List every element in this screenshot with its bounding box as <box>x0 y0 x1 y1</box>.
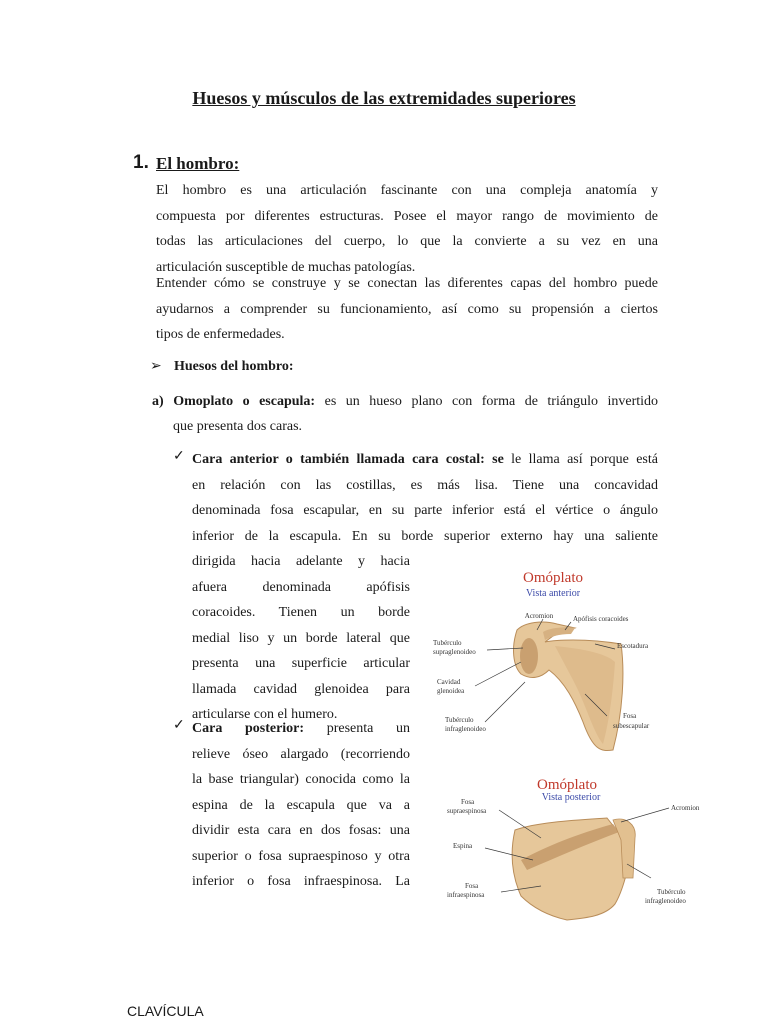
term-description: presenta un <box>304 721 410 736</box>
paragraph-line: tipos de enfermedades. <box>156 327 285 342</box>
label-fosa-infra-2: infraespinosa <box>447 891 485 899</box>
paragraph-line: medial liso y un borde lateral que <box>192 630 410 646</box>
label-apofisis-coracoides: Apófisis coracoides <box>573 615 629 623</box>
paragraph-line: El hombro es una articulación fascinante con una compleja anatomía y <box>156 183 658 198</box>
label-fosa: Fosa <box>623 712 637 720</box>
label-cavidad-2: glenoidea <box>437 687 465 695</box>
term-cara-anterior: Cara anterior o también llamada cara costal: se <box>192 452 504 467</box>
label-fosa-2: subescapular <box>613 722 650 730</box>
paragraph-line: todas las articulaciones del cuerpo, lo que la convierte a su vez en una <box>156 234 658 249</box>
label-tuberculo-infra-2: infraglenoideo <box>445 725 486 733</box>
bones-heading: Huesos del hombro: <box>174 359 294 374</box>
paragraph-line: dividir esta cara en dos fosas: una <box>192 823 410 838</box>
paragraph-structure <box>156 271 658 348</box>
label-tuberculo-supra-2: supraglenoideo <box>433 648 476 656</box>
check-icon: ✓ <box>173 718 185 733</box>
anterior-paragraph <box>192 447 658 549</box>
figure-title: Omóplato <box>537 777 597 793</box>
paragraph-line: ayudarnos a comprender su funcionamiento, así como su propensión a ciertos <box>156 301 658 317</box>
paragraph-line: espina de la escapula que va a <box>192 797 410 813</box>
next-section-heading: CLAVÍCULA <box>127 1003 204 1019</box>
paragraph-line: llamada cavidad glenoidea para <box>192 681 410 697</box>
label-fosa-infra: Fosa <box>465 882 479 890</box>
label-espina: Espina <box>453 842 473 850</box>
term-description: le llama así porque está <box>503 452 658 467</box>
page-title: Huesos y músculos de las extremidades superiores <box>192 88 576 108</box>
paragraph-line <box>192 716 410 742</box>
paragraph-line: Entender cómo se construye y se conectan las diferentes capas del hombro puede <box>156 276 658 291</box>
label-cavidad: Cavidad <box>437 678 461 686</box>
label-tuberculo: Tubérculo <box>657 888 686 896</box>
arrow-bullet-icon: ➢ <box>150 359 162 374</box>
paragraph-line: relieve óseo alargado (recorriendo <box>192 746 410 762</box>
label-tuberculo-supra: Tubérculo <box>433 639 462 647</box>
paragraph-line: afuera denominada apófisis <box>192 579 410 595</box>
label-fosa-supra: Fosa <box>461 798 475 806</box>
paragraph-line: inferior o fosa infraespinosa. La <box>192 874 410 889</box>
paragraph-line: articulación susceptible de muchas patologías. <box>156 259 416 275</box>
paragraph-line <box>192 447 658 473</box>
scapula-posterior-figure <box>437 768 713 926</box>
paragraph-line: compuesta por diferentes estructuras. Posee el mayor rango de movimiento de <box>156 208 658 224</box>
term-omoplato: Omoplato o escapula: <box>173 394 316 409</box>
paragraph-line: en relación con las costillas, es más lisa. Tiene una concavidad <box>192 477 658 493</box>
figure-title: Omóplato <box>523 570 583 586</box>
posterior-paragraph <box>192 716 410 895</box>
figure-subtitle: Vista posterior <box>541 792 601 803</box>
label-escotadura: Escotadura <box>617 642 649 650</box>
paragraph-line: la base triangular) conocida como la <box>192 772 410 787</box>
check-icon: ✓ <box>173 449 185 464</box>
omoplato-line2: que presenta dos caras. <box>173 419 303 434</box>
paragraph-line <box>152 389 658 415</box>
omoplato-item <box>152 389 658 415</box>
list-marker: a) <box>152 394 164 409</box>
scapula-shading <box>555 646 615 744</box>
label-fosa-supra-2: supraespinosa <box>447 807 487 815</box>
paragraph-line: coracoides. Tienen un borde <box>192 605 410 620</box>
paragraph-intro <box>156 178 658 280</box>
section-heading: El hombro: <box>156 154 240 173</box>
section-number: 1. <box>133 152 149 173</box>
paragraph-line: presenta una superficie articular <box>192 656 410 671</box>
figure-subtitle: Vista anterior <box>525 588 581 599</box>
paragraph-line: superior o fosa supraespinoso y otra <box>192 848 410 864</box>
term-description: es un hueso plano con forma de triángulo invertido <box>315 394 658 409</box>
label-tuberculo-infra: Tubérculo <box>445 716 474 724</box>
glenoid-cavity <box>520 638 538 674</box>
label-acromion: Acromion <box>671 804 700 812</box>
label-tuberculo-2: infraglenoideo <box>645 897 686 905</box>
paragraph-line: articularse con el humero. <box>192 707 338 722</box>
anterior-paragraph-narrow <box>192 549 410 728</box>
paragraph-line: dirigida hacia adelante y hacia <box>192 554 410 569</box>
label-acromion: Acromion <box>524 612 554 620</box>
term-cara-posterior: Cara posterior: <box>192 721 305 736</box>
scapula-anterior-figure <box>425 562 663 758</box>
paragraph-line: inferior de la escapula. En su borde superior externo hay una saliente <box>192 528 658 544</box>
paragraph-line: denominada fosa escapular, en su parte inferior está el vértice o ángulo <box>192 503 658 518</box>
